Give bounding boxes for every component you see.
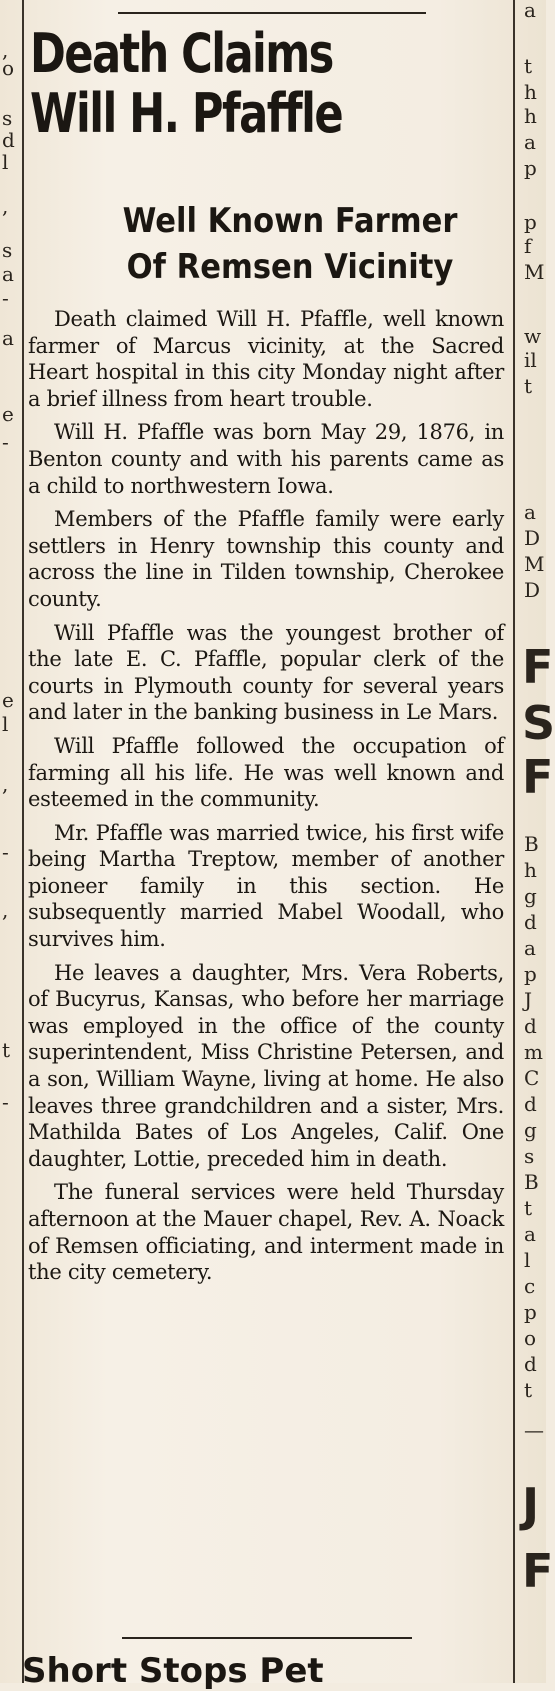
- article-body: [28, 306, 504, 1293]
- headline-line-1: Death Claims: [30, 22, 333, 85]
- paragraph-family-settlers: Members of the Pfaffle family were early settlers in Henry township this county and across the line in Tilden township, Cherokee county.: [28, 507, 504, 611]
- headline: [30, 24, 406, 144]
- subheadline-line-2: Of Remsen Vicinity: [126, 247, 454, 287]
- bottom-rule: [122, 1637, 412, 1639]
- paragraph-brother: Will Pfaffle was the youngest brother of the late E. C. Pfaffle, popular clerk of the courts in Plymouth county for several years and later in the banking business in Le Mars.: [28, 620, 504, 725]
- next-article-headline: Short Stops Pet: [22, 1651, 324, 1691]
- paragraph-funeral: The funeral services were held Thursday afternoon at the Mauer chapel, Rev. A. Noack of Remsen officiating, and interment made in the city cemetery.: [28, 1180, 504, 1285]
- paragraph-death-notice: Death claimed Will H. Pfaffle, well known farmer of Marcus vicinity, at the Sacred Heart hospital in this city Monday night after a brief illness from heart trouble.: [28, 307, 504, 411]
- paragraph-marriage: Mr. Pfaffle was married twice, his first wife being Martha Treptow, member of another pioneer family in this section. He subsequently married Mabel Woodall, who survives him.: [28, 820, 504, 952]
- paragraph-occupation: Will Pfaffle followed the occupation of farming all his life. He was well known and esteemed in the community.: [28, 733, 504, 812]
- subheadline-line-1: Well Known Farmer: [122, 201, 458, 241]
- left-column-fragment: , o s d l , s a - a e - e l , - , t -: [2, 38, 15, 1114]
- paragraph-survivors: He leaves a daughter, Mrs. Vera Roberts, of Bucyrus, Kansas, who before her marriage was employed in the office of the county superintendent, Miss Christine Petersen, and a son, William Wayne, living at home. He also leaves three grandchildren and a sister, Mrs. Mathilda Bates of Los Angeles, Calif. One daughter, Lottie, preceded him in death.: [28, 960, 504, 1171]
- top-rule: [118, 12, 426, 14]
- left-column-rule: [22, 0, 24, 1683]
- headline-line-2: Will H. Pfaffle: [30, 82, 343, 145]
- right-column-fragment: a t h h a p p f M w il t a D M D F S F B h g d a p J d m C d g s B t a l c p o d t — J F: [522, 0, 555, 1598]
- right-column-rule: [513, 0, 515, 1683]
- paragraph-birth: Will H. Pfaffle was born May 29, 1876, in Benton county and with his parents came as a child to northwestern Iowa.: [28, 420, 504, 498]
- subheadline: [83, 198, 497, 290]
